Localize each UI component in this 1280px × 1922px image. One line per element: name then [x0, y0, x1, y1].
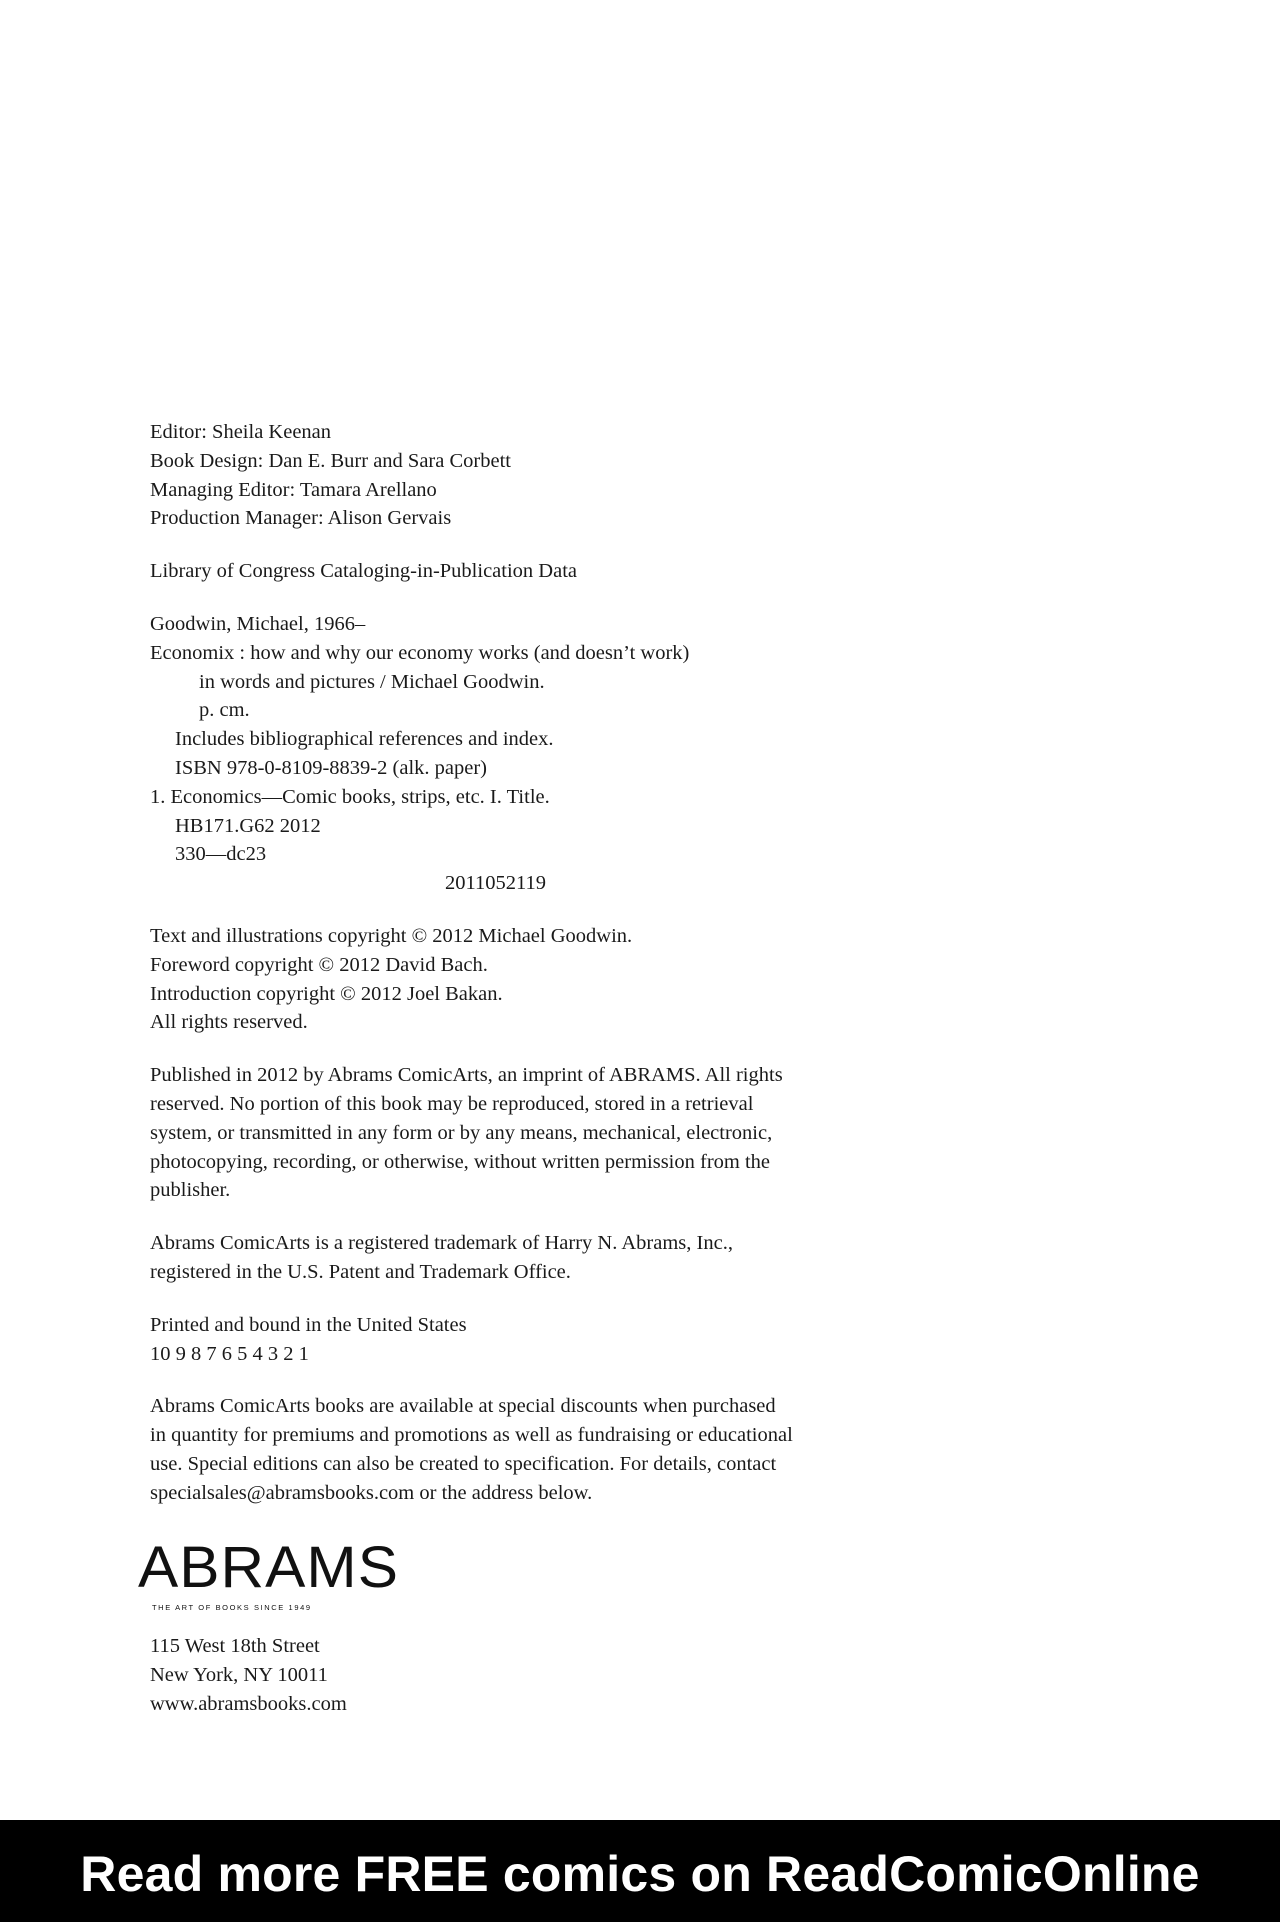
cip-subject: 1. Economics—Comic books, strips, etc. I. Title. — [150, 785, 550, 808]
special-sales-block — [150, 1392, 930, 1507]
cip-lc-class: HB171.G62 2012 — [175, 814, 321, 837]
address-block — [150, 1632, 930, 1718]
published-line: Published in 2012 by Abrams ComicArts, an imprint of ABRAMS. All rights — [150, 1064, 783, 1087]
copyright-block — [150, 922, 930, 1037]
cip-heading-block — [150, 557, 930, 586]
printed-block — [150, 1311, 930, 1369]
cip-title: Economix : how and why our economy works (and doesn’t work) — [150, 641, 690, 664]
abrams-wordmark: ABRAMS — [138, 1534, 399, 1600]
published-line: publisher. — [150, 1179, 231, 1202]
promo-banner[interactable] — [0, 1820, 1280, 1922]
printed-line: Printed and bound in the United States — [150, 1313, 467, 1336]
copyright-line: Text and illustrations copyright © 2012 Michael Goodwin. — [150, 924, 633, 947]
abrams-tagline: THE ART OF BOOKS SINCE 1949 — [152, 1602, 312, 1612]
credits-block — [150, 418, 930, 533]
abrams-logo — [138, 1534, 399, 1623]
cip-title-continued: in words and pictures / Michael Goodwin. — [199, 670, 545, 693]
special-sales-line: in quantity for premiums and promotions as well as fundraising or educational — [150, 1424, 793, 1447]
cip-block — [150, 610, 930, 898]
trademark-line: registered in the U.S. Patent and Trademark Office. — [150, 1260, 571, 1283]
cip-heading: Library of Congress Cataloging-in-Publication Data — [150, 560, 577, 583]
special-sales-line: specialsales@abramsbooks.com or the address below. — [150, 1481, 593, 1504]
special-sales-line: Abrams ComicArts books are available at special discounts when purchased — [150, 1395, 776, 1418]
copyright-line: All rights reserved. — [150, 1011, 308, 1034]
credit-line: Managing Editor: Tamara Arellano — [150, 478, 437, 501]
cip-lccn: 2011052119 — [445, 872, 546, 895]
address-website: www.abramsbooks.com — [150, 1692, 347, 1715]
copyright-line: Introduction copyright © 2012 Joel Bakan. — [150, 982, 503, 1005]
published-block — [150, 1061, 930, 1205]
cip-isbn: ISBN 978-0-8109-8839-2 (alk. paper) — [175, 756, 487, 779]
copyright-text — [138, 418, 930, 1719]
trademark-block — [150, 1229, 930, 1287]
cip-pages: p. cm. — [199, 699, 250, 722]
address-city: New York, NY 10011 — [150, 1664, 328, 1687]
credit-line: Editor: Sheila Keenan — [150, 421, 332, 443]
printer-key: 10 9 8 7 6 5 4 3 2 1 — [150, 1342, 309, 1365]
published-line: reserved. No portion of this book may be reproduced, stored in a retrieval — [150, 1092, 754, 1115]
cip-includes: Includes bibliographical references and index. — [175, 728, 554, 751]
address-street: 115 West 18th Street — [150, 1635, 320, 1658]
credit-line: Book Design: Dan E. Burr and Sara Corbett — [150, 449, 511, 472]
copyright-line: Foreword copyright © 2012 David Bach. — [150, 953, 488, 976]
published-line: system, or transmitted in any form or by any means, mechanical, electronic, — [150, 1121, 773, 1144]
published-line: photocopying, recording, or otherwise, without written permission from the — [150, 1150, 771, 1173]
trademark-line: Abrams ComicArts is a registered trademark of Harry N. Abrams, Inc., — [150, 1232, 733, 1255]
special-sales-line: use. Special editions can also be created to specification. For details, contact — [150, 1452, 777, 1475]
promo-banner-text[interactable]: Read more FREE comics on ReadComicOnline — [80, 1846, 1200, 1902]
cip-author: Goodwin, Michael, 1966– — [150, 612, 366, 635]
cip-dewey: 330—dc23 — [175, 843, 267, 866]
credit-line: Production Manager: Alison Gervais — [150, 507, 452, 530]
